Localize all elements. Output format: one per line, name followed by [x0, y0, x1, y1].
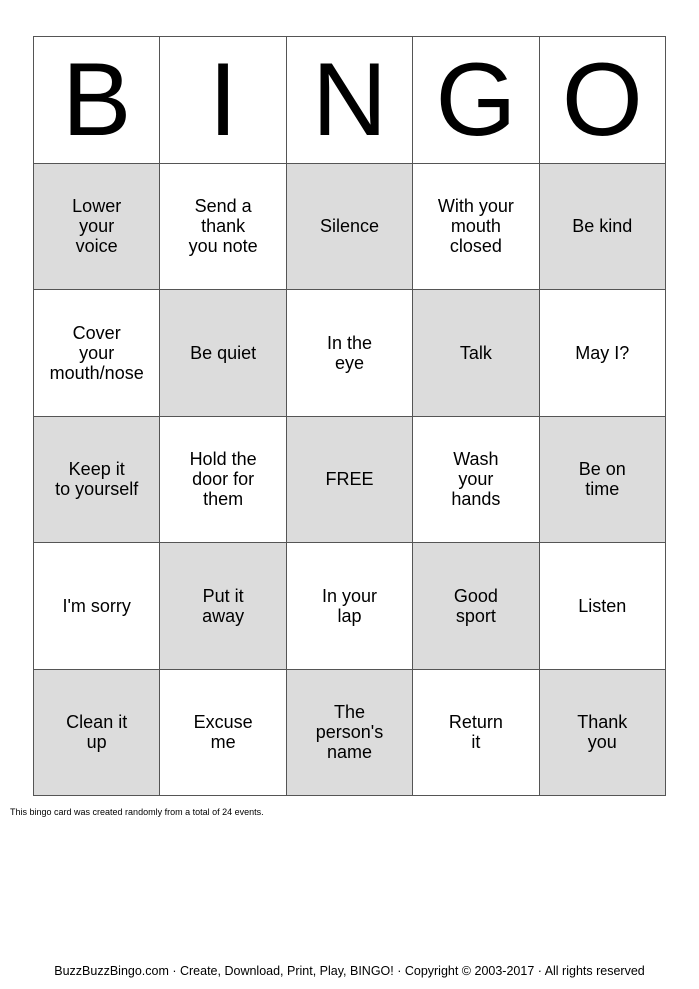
bingo-square: Be quiet [160, 290, 286, 417]
bingo-square: Hold the door for them [160, 417, 286, 544]
card-footnote: This bingo card was created randomly from a total of 24 events. [10, 807, 264, 817]
bingo-square: Silence [287, 164, 413, 291]
bingo-square: Cover your mouth/nose [34, 290, 160, 417]
bingo-square: Lower your voice [34, 164, 160, 291]
bingo-square: In the eye [287, 290, 413, 417]
header-letter-o: O [540, 37, 666, 164]
bingo-square: Clean it up [34, 670, 160, 797]
bingo-square: Be on time [540, 417, 666, 544]
bingo-square: I'm sorry [34, 543, 160, 670]
bingo-square: Good sport [413, 543, 539, 670]
header-letter-i: I [160, 37, 286, 164]
bingo-square: Be kind [540, 164, 666, 291]
bingo-square: May I? [540, 290, 666, 417]
bingo-square: With your mouth closed [413, 164, 539, 291]
bingo-square: Send a thank you note [160, 164, 286, 291]
free-space: FREE [287, 417, 413, 544]
bingo-square: In your lap [287, 543, 413, 670]
bingo-card [33, 36, 666, 796]
bingo-square: Put it away [160, 543, 286, 670]
header-letter-b: B [34, 37, 160, 164]
bingo-square: Listen [540, 543, 666, 670]
bingo-square: Wash your hands [413, 417, 539, 544]
bingo-square: Talk [413, 290, 539, 417]
page-footer: BuzzBuzzBingo.com · Create, Download, Print, Play, BINGO! · Copyright © 2003-2017 · All rights reserved [54, 964, 645, 978]
bingo-square: Keep it to yourself [34, 417, 160, 544]
header-letter-n: N [287, 37, 413, 164]
bingo-square: Excuse me [160, 670, 286, 797]
bingo-square: The person's name [287, 670, 413, 797]
header-letter-g: G [413, 37, 539, 164]
bingo-square: Return it [413, 670, 539, 797]
bingo-square: Thank you [540, 670, 666, 797]
